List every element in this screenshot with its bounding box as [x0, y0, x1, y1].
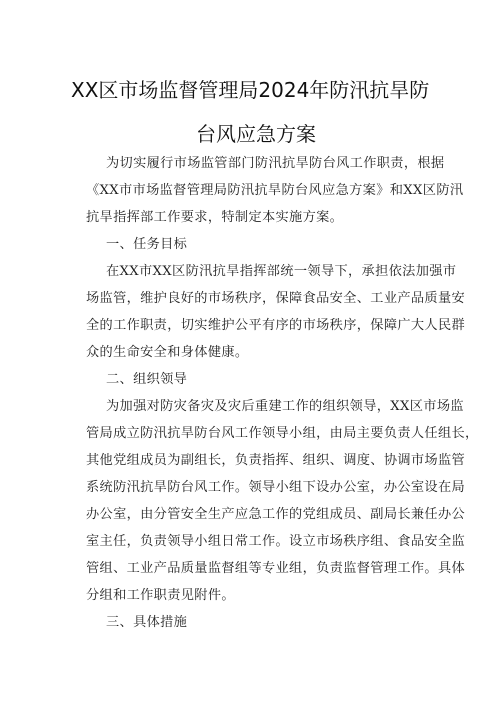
intro-line-3: 抗旱指挥部工作要求，特制定本实施方案。	[86, 210, 344, 225]
section-2-line-1: 为加强对防灾备灾及灾后重建工作的组织领导，XX区市场监	[106, 399, 464, 414]
section-2-line-4: 系统防汛抗旱防台风工作。领导小组下设办公室，办公室设在局	[86, 480, 466, 495]
document-title-line-2: 台风应急方案	[196, 122, 316, 146]
section-heading-3: 三、具体措施	[106, 615, 188, 630]
section-1-line-2: 场监管，维护良好的市场秩序，保障食品安全、工业产品质量安	[86, 291, 466, 306]
section-2-line-6: 室主任，负责领导小组日常工作。设立市场秩序组、食品安全监	[86, 534, 466, 549]
section-2-line-8: 分组和工作职责见附件。	[86, 588, 235, 603]
section-2-line-2: 管局成立防汛抗旱防台风工作领导小组，由局主要负责人任组长，	[86, 426, 479, 441]
section-1-line-3: 全的工作职责，切实维护公平有序的市场秩序，保障广大人民群	[86, 318, 466, 333]
section-2-line-3: 其他党组成员为副组长，负责指挥、组织、调度、协调市场监管	[86, 453, 466, 468]
intro-line-2: 《XX市市场监督管理局防汛抗旱防台风应急方案》和XX区防汛	[86, 183, 464, 198]
section-1-line-4: 众的生命安全和身体健康。	[86, 345, 249, 360]
section-2-line-7: 管组、工业产品质量监督组等专业组，负责监督管理工作。具体	[86, 561, 466, 576]
document-title-line-1: XX区市场监督管理局2024年防汛抗旱防	[71, 78, 430, 102]
intro-line-1: 为切实履行市场监管部门防汛抗旱防台风工作职责，根据	[106, 156, 445, 171]
section-heading-1: 一、任务目标	[106, 237, 188, 252]
section-2-line-5: 办公室，由分管安全生产应急工作的党组成员、副局长兼任办公	[86, 507, 466, 522]
section-1-line-1: 在XX市XX区防汛抗旱指挥部统一领导下，承担依法加强市	[106, 264, 457, 279]
section-heading-2: 二、组织领导	[106, 372, 188, 387]
